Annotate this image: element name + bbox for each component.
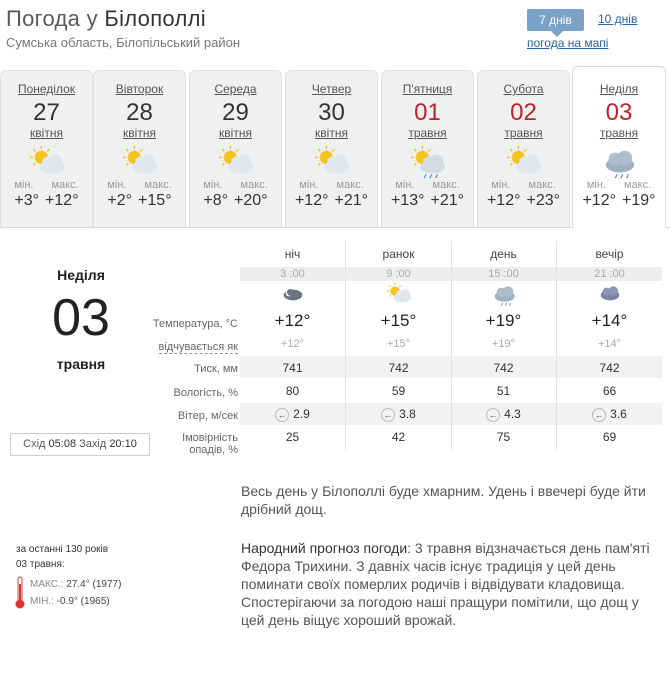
max-temp: +19° xyxy=(622,192,656,209)
day-tab-name: Вівторок xyxy=(115,82,164,96)
moon-cloud-icon xyxy=(240,283,345,307)
min-label: мін. xyxy=(586,179,606,191)
period-feels: +19° xyxy=(491,338,516,350)
day-tab-number: 29 xyxy=(222,99,249,126)
sunrise-time: 05:08 xyxy=(48,438,77,450)
day-tab-month: травня xyxy=(504,126,543,140)
sun-cloud-icon xyxy=(215,146,257,180)
wind-direction-icon: ← xyxy=(275,408,289,422)
period-humidity: 66 xyxy=(602,384,617,398)
period-pressure: 742 xyxy=(493,361,514,375)
period-precip: 25 xyxy=(285,430,300,444)
day-tab[interactable] xyxy=(93,70,186,227)
weather-map-link[interactable]: погода на мапі xyxy=(527,36,609,50)
period-name: ранок xyxy=(382,247,415,261)
thermometer-icon xyxy=(14,576,26,610)
page-title: Погода у Білополлі xyxy=(6,6,206,31)
selected-day-month: травня xyxy=(56,356,106,372)
period-wind: ← 3.8 xyxy=(346,407,451,422)
max-temp: +12° xyxy=(45,192,79,209)
feels-label[interactable]: відчувається як xyxy=(158,341,238,353)
day-tab-month: травня xyxy=(408,126,447,140)
sunrise-sunset-box: Схід 05:08 Захід 20:10 xyxy=(10,433,150,456)
max-label: макс. xyxy=(144,179,172,191)
period-humidity: 51 xyxy=(496,384,511,398)
seven-days-button[interactable]: 7 днів xyxy=(527,9,584,31)
folk-forecast: Народний прогноз погоди: 3 травня відзначається день пам'яті Федора Трихини. З давніх часів існує традиція у цей день поминати своїх померлих родичів і відвідувати кладовища. Спостерігаючи за погодою наші пращури помітили, що дощ у цей день віщує хороший врожай. xyxy=(241,540,650,628)
wind-direction-icon: ← xyxy=(592,408,606,422)
min-temp: +12° xyxy=(294,192,329,209)
max-label: макс. xyxy=(240,179,268,191)
history-records xyxy=(30,576,121,610)
day-description: Весь день у Білополлі буде хмарним. Удень і ввечері буде йти дрібний дощ. xyxy=(241,483,646,517)
day-tab-number: 03 xyxy=(605,99,633,126)
day-tab-name: П'ятниця xyxy=(402,82,453,96)
day-tab-name: Середа xyxy=(214,82,257,96)
sun-cloud-icon xyxy=(503,146,545,180)
wind-direction-icon: ← xyxy=(381,408,395,422)
period-wind: ← 3.6 xyxy=(557,407,662,422)
max-temp: +15° xyxy=(138,192,172,209)
history-min: МІН.: -0.9° (1965) xyxy=(30,596,110,607)
day-tab[interactable] xyxy=(381,70,474,227)
sun-cloud-icon xyxy=(346,283,451,307)
period-time: 9 :00 xyxy=(386,268,411,280)
max-temp: +20° xyxy=(234,192,268,209)
day-tab-number: 28 xyxy=(126,99,153,126)
period-humidity: 59 xyxy=(391,384,406,398)
sun-cloud-icon xyxy=(26,146,68,180)
max-label: макс. xyxy=(336,179,364,191)
wind-label: Вітер, м/сек xyxy=(177,410,238,422)
min-temp: +13° xyxy=(390,192,425,209)
min-label: мін. xyxy=(491,179,511,191)
period-feels: +12° xyxy=(280,338,305,350)
max-temp: +23° xyxy=(526,192,561,209)
sun-cloud-icon xyxy=(311,146,353,180)
day-tab-number: 27 xyxy=(33,99,60,126)
day-tab[interactable] xyxy=(477,70,570,227)
day-tab[interactable] xyxy=(0,70,93,227)
panel-border xyxy=(0,227,670,228)
ten-days-link[interactable]: 10 днів xyxy=(598,12,638,26)
period-temp: +14° xyxy=(591,311,628,330)
selected-day-number: 03 xyxy=(52,289,110,347)
period-pressure: 742 xyxy=(388,361,409,375)
min-temp: +12° xyxy=(582,192,616,209)
day-tab-name: Субота xyxy=(503,82,544,96)
period-time: 15 :00 xyxy=(488,268,519,280)
pressure-label: Тиск, мм xyxy=(194,363,238,375)
day-tab-number: 30 xyxy=(318,99,345,126)
day-tab[interactable] xyxy=(572,66,666,228)
max-temp: +21° xyxy=(334,192,369,209)
period-name: день xyxy=(490,247,517,261)
humidity-label: Вологість, % xyxy=(173,387,238,399)
day-tab-month: квітня xyxy=(30,126,63,140)
period-temp: +19° xyxy=(485,311,522,330)
wind-direction-icon: ← xyxy=(486,408,500,422)
period-feels: +15° xyxy=(386,338,411,350)
period-humidity: 80 xyxy=(285,384,300,398)
day-tab-name: Понеділок xyxy=(17,82,76,96)
cloud-rain-icon xyxy=(451,283,556,307)
min-label: мін. xyxy=(299,179,319,191)
period-name: ніч xyxy=(284,247,301,261)
day-tab-month: травня xyxy=(599,126,639,140)
min-temp: +2° xyxy=(107,192,133,209)
period-wind: ← 2.9 xyxy=(240,407,345,422)
max-label: макс. xyxy=(623,179,652,191)
day-tab-month: квітня xyxy=(219,126,252,140)
region-subtitle: Сумська область, Білопільський район xyxy=(6,35,241,50)
period-time: 21 :00 xyxy=(594,268,625,280)
period-precip: 75 xyxy=(496,430,511,444)
max-label: макс. xyxy=(432,179,460,191)
min-temp: +3° xyxy=(14,192,40,209)
history-max: МАКС.: 27.4° (1977) xyxy=(30,579,122,590)
max-temp: +21° xyxy=(430,192,465,209)
day-tab-name: Неділя xyxy=(599,82,639,96)
day-tab-month: квітня xyxy=(315,126,348,140)
city-name: Білополлі xyxy=(104,6,206,31)
min-label: мін. xyxy=(14,179,34,191)
period-time: 3 :00 xyxy=(280,268,305,280)
day-tab[interactable] xyxy=(285,70,378,227)
period-wind: ← 4.3 xyxy=(451,407,556,422)
min-label: мін. xyxy=(203,179,223,191)
temp-label: Температура, °C xyxy=(152,318,238,330)
precip-label: Імовірність опадів, % xyxy=(182,432,238,456)
period-pressure: 742 xyxy=(599,361,620,375)
cloud-rain-icon xyxy=(598,146,640,180)
period-name: вечір xyxy=(595,247,624,261)
sunset-time: 20:10 xyxy=(109,438,137,450)
period-precip: 42 xyxy=(391,430,406,444)
day-tabs xyxy=(0,70,670,230)
day-tab-month: квітня xyxy=(123,126,156,140)
day-tab-number: 02 xyxy=(510,99,537,126)
selected-day-name: Неділя xyxy=(57,267,105,283)
folk-forecast-label: Народний прогноз погоди xyxy=(241,540,408,556)
dark-cloud-icon xyxy=(557,283,662,307)
min-temp: +8° xyxy=(203,192,229,209)
period-precip: 69 xyxy=(602,430,617,444)
period-feels: +14° xyxy=(597,338,622,350)
period-pressure: 741 xyxy=(282,361,303,375)
period-temp: +15° xyxy=(380,311,417,330)
max-label: макс. xyxy=(528,179,556,191)
min-temp: +12° xyxy=(486,192,521,209)
sun-cloud-icon xyxy=(119,146,161,180)
period-temp: +12° xyxy=(274,311,311,330)
min-label: мін. xyxy=(107,179,127,191)
page-header xyxy=(6,6,240,50)
sun-cloud-rain-icon xyxy=(407,146,449,180)
day-tab-number: 01 xyxy=(414,99,441,126)
day-tab-name: Четвер xyxy=(311,82,352,96)
max-label: макс. xyxy=(51,179,79,191)
day-tab[interactable] xyxy=(189,70,282,227)
history-heading: за останні 130 років 03 травня: xyxy=(16,544,109,570)
min-label: мін. xyxy=(395,179,415,191)
